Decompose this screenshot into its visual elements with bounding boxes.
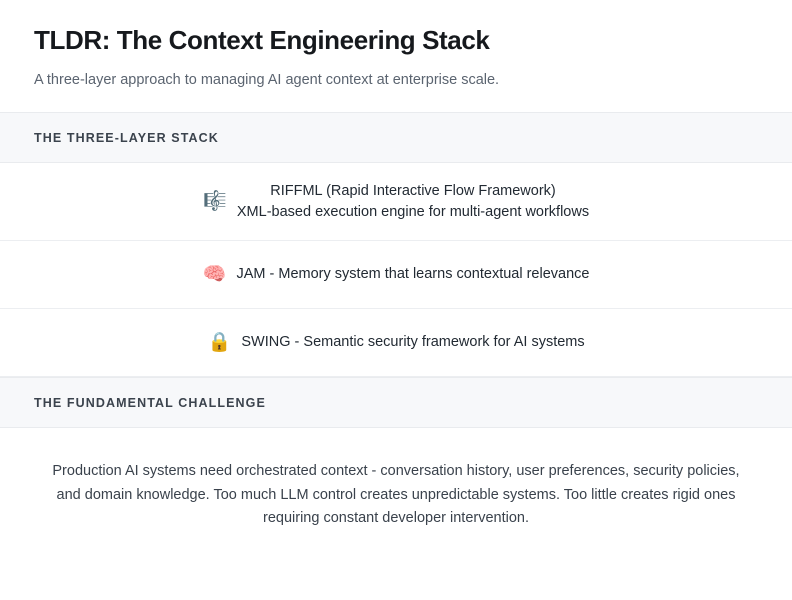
stack-item-jam-inner	[203, 264, 590, 285]
page-title: TLDR: The Context Engineering Stack	[34, 25, 490, 55]
stack-item-riffml	[0, 163, 792, 241]
stack-item-riffml-inner	[203, 181, 589, 223]
brain-icon: 🧠	[202, 264, 227, 286]
section-header-stack-label: THE THREE-LAYER STACK	[34, 131, 219, 146]
stack-item-riffml-text	[237, 181, 589, 223]
challenge-paragraph: Production AI systems need orchestrated context - conversation history, user preferences, security policies, and domain knowledge. Too much LLM control creates unpredictable systems. Too little creates rigid ones requiring constant developer intervention.	[52, 463, 740, 527]
musical-score-icon: 🎼	[203, 191, 227, 213]
stack-item-riffml-title: RIFFML (Rapid Interactive Flow Framework)	[270, 182, 556, 199]
document-header	[0, 0, 792, 112]
stack-item-swing-title: SWING - Semantic security framework for AI systems	[241, 334, 585, 351]
stack-item-swing	[0, 309, 792, 377]
challenge-body	[0, 428, 792, 530]
stack-item-riffml-description: XML-based execution engine for multi-agent workflows	[236, 203, 590, 220]
stack-item-swing-inner	[207, 332, 584, 353]
section-header-challenge-label: THE FUNDAMENTAL CHALLENGE	[34, 396, 266, 411]
page-subtitle: A three-layer approach to managing AI agent context at enterprise scale.	[34, 71, 500, 88]
stack-item-jam-title: JAM - Memory system that learns contextual relevance	[236, 266, 590, 283]
stack-item-jam	[0, 241, 792, 309]
section-header-challenge	[0, 377, 792, 428]
lock-icon: 🔒	[207, 332, 232, 354]
section-header-stack	[0, 112, 792, 163]
